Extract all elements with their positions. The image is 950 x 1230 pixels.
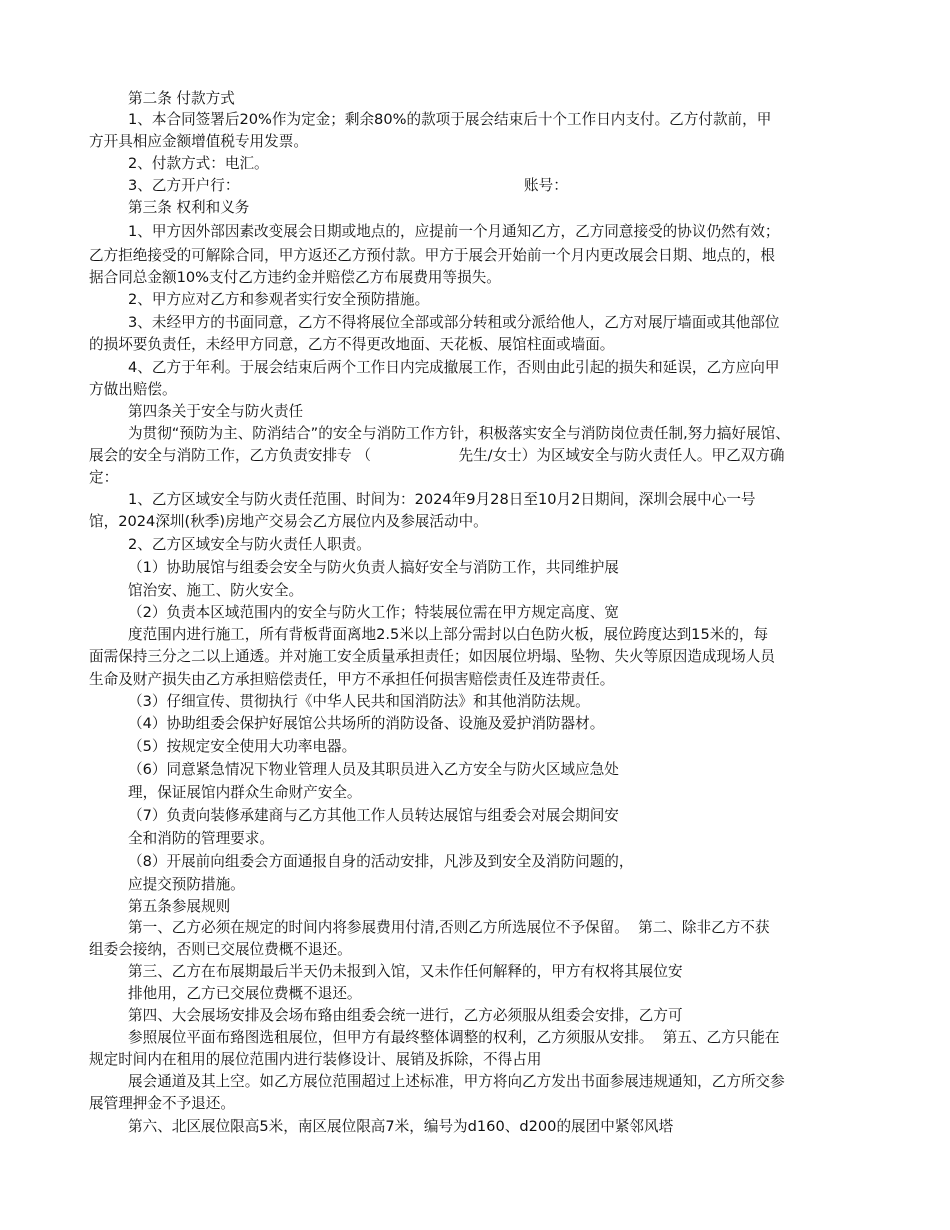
paragraph-line: 的损坏要负责任，未经甲方同意，乙方不得更改地面、天花板、展馆柱面或墙面。 [89, 336, 615, 353]
paragraph-line: 展会通道及其上空。如乙方展位范围超过上述标准，甲方将向乙方发出书面参展违规通知，乙方所交参 [128, 1073, 785, 1090]
paragraph-line: （6）同意紧急情况下物业管理人员及其职员进入乙方安全与防火区域应急处 [128, 761, 619, 778]
article-4-heading: 第四条关于安全与防火责任 [128, 403, 304, 420]
paragraph-line: （5）按规定安全使用大功率电器。 [128, 738, 357, 755]
article-3-heading: 第三条 权利和义务 [128, 199, 250, 216]
paragraph-line: 组委会接纳，否则已交展位费概不退还。 [89, 941, 352, 958]
article-2-heading: 第二条 付款方式 [128, 90, 235, 107]
paragraph-line: 第四、大会展场安排及会场布臵由组委会统一进行，乙方必须服从组委会安排，乙方可 [128, 1007, 683, 1024]
paragraph-line: （8）开展前向组委会方面通报自身的活动安排，凡涉及到安全及消防问题的， [128, 853, 634, 870]
paragraph-line: 2、付款方式：电汇。 [128, 155, 269, 172]
paragraph-line: （4）协助组委会保护好展馆公共场所的消防设备、设施及爱护消防器材。 [128, 715, 605, 732]
paragraph-line: 第三、乙方在布展期最后半天仍未报到入馆，又未作任何解释的，甲方有权将其展位安 [128, 963, 683, 980]
paragraph-line: 参照展位平面布臵图选租展位，但甲方有最终整体调整的权利，乙方须服从安排。 第五、乙方只能在 [128, 1029, 780, 1046]
paragraph-line: 面需保持三分之二以上通透。并对施工安全质量承担责任；如因展位坍塌、坠物、失火等原因造成现场人员 [89, 648, 775, 665]
paragraph-line: 为贯彻“预防为主、防消结合”的安全与消防工作方针，积极落实安全与消防岗位责任制,努力搞好展馆、 [128, 425, 790, 442]
paragraph-line: 2、乙方区域安全与防火责任人职责。 [128, 536, 371, 553]
paragraph-line: 规定时间内在租用的展位范围内进行装修设计、展销及拆除，不得占用 [89, 1051, 542, 1068]
paragraph-line: 1、甲方因外部因素改变展会日期或地点的，应提前一个月通知乙方，乙方同意接受的协议仍然有效； [128, 223, 780, 240]
paragraph-line: （3）仔细宣传、贯彻执行《中华人民共和国消防法》和其他消防法规。 [128, 693, 590, 710]
paragraph-line: （7）负责向装修承建商与乙方其他工作人员转达展馆与组委会对展会期间安 [128, 807, 619, 824]
paragraph-line: 方做出赔偿。 [89, 381, 177, 398]
paragraph-line: 2、甲方应对乙方和参观者实行安全预防措施。 [128, 291, 430, 308]
paragraph-line: 展会的安全与消防工作，乙方负责安排专 （ 先生/女士）为区域安全与防火责任人。甲乙双方确 [89, 447, 785, 464]
paragraph-line: 3、未经甲方的书面同意，乙方不得将展位全部或部分转租或分派给他人，乙方对展厅墙面或其他部位 [128, 314, 780, 331]
paragraph-line: （2）负责本区域范围内的安全与防火工作；特装展位需在甲方规定高度、宽 [128, 604, 619, 621]
paragraph-line: 排他用，乙方已交展位费概不退还。 [128, 985, 362, 1002]
paragraph-line: 乙方拒绝接受的可解除合同，甲方返还乙方预付款。甲方于展会开始前一个月内更改展会日期、地点的，根 [89, 247, 775, 264]
article-5-heading: 第五条参展规则 [128, 898, 231, 915]
paragraph-line: 第一、乙方必须在规定的时间内将参展费用付清,否则乙方所选展位不予保留。 第二、除非乙方不获 [128, 919, 770, 936]
paragraph-line: 据合同总金额10%支付乙方违约金并赔偿乙方布展费用等损失。 [89, 269, 501, 286]
paragraph-line: 定： [89, 469, 119, 486]
paragraph-line: 展管理押金不予退还。 [89, 1095, 235, 1112]
paragraph-line: 4、乙方于年利。于展会结束后两个工作日内完成撤展工作，否则由此引起的损失和延误，乙方应向甲 [128, 359, 780, 376]
paragraph-line: 度范围内进行施工，所有背板背面离地2.5米以上部分需封以白色防火板，展位跨度达到15米的，每 [128, 626, 769, 643]
paragraph-line: 全和消防的管理要求。 [128, 830, 274, 847]
paragraph-line: 方开具相应金额增值税专用发票。 [89, 133, 308, 150]
paragraph-line: 第六、北区展位限高5米，南区展位限高7米，编号为d160、d200的展团中紧邻风塔 [128, 1118, 674, 1135]
paragraph-line: 馆治安、施工、防火安全。 [128, 582, 304, 599]
paragraph-line: 1、乙方区域安全与防火责任范围、时间为：2024年9月28日至10月2日期间，深圳会展中心一号 [128, 491, 756, 508]
paragraph-line: 生命及财产损失由乙方承担赔偿责任，甲方不承担任何损害赔偿责任及连带责任。 [89, 671, 615, 688]
paragraph-line: 馆，2024深圳(秋季)房地产交易会乙方展位内及参展活动中。 [89, 513, 488, 530]
paragraph-line: 理，保证展馆内群众生命财产安全。 [128, 784, 362, 801]
bank-label: 3、乙方开户行： [128, 177, 240, 194]
paragraph-line: （1）协助展馆与组委会安全与防火负责人搞好安全与消防工作，共同维护展 [128, 559, 619, 576]
paragraph-line: 应提交预防措施。 [128, 876, 245, 893]
account-label: 账号： [524, 177, 568, 194]
paragraph-line: 1、本合同签署后20%作为定金；剩余80%的款项于展会结束后十个工作日内支付。乙方付款前，甲 [128, 111, 772, 128]
